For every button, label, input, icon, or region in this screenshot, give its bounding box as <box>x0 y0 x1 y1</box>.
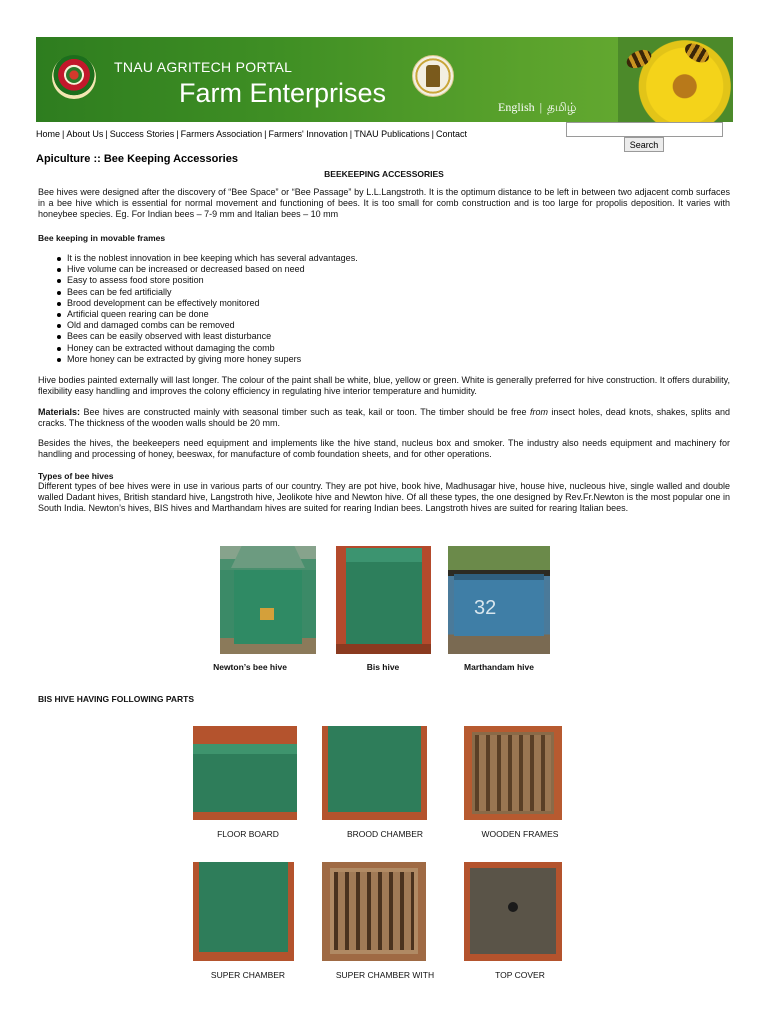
hive-body <box>234 570 302 644</box>
floor-board-image <box>193 726 297 820</box>
top-cover-caption: TOP COVER <box>495 970 545 980</box>
list-item: Honey can be extracted without damaging the comb <box>67 343 358 354</box>
list-item: Hive volume can be increased or decreased based on need <box>67 264 358 275</box>
nav-about-us[interactable]: About Us <box>66 129 104 139</box>
list-item: Old and damaged combs can be removed <box>67 320 358 331</box>
newton-hive-image <box>220 546 316 654</box>
movable-frames-heading: Bee keeping in movable frames <box>38 233 166 243</box>
benefits-list <box>67 253 358 365</box>
super-chamber-with-frames-image <box>322 862 426 961</box>
frames <box>330 868 418 954</box>
lang-tamil-link[interactable]: தமிழ் <box>547 100 577 114</box>
wooden-frames-image <box>464 726 562 820</box>
bis-parts-heading: BIS HIVE HAVING FOLLOWING PARTS <box>38 694 194 704</box>
equipment-paragraph: Besides the hives, the beekeepers need equipment and implements like the hive stand, nucleus box and smoker. The industry also needs equipment and machinery for handling and processing of honey, beeswax, for manufacture of comb foundation sheets, and for other operations. <box>38 438 730 459</box>
nav-contact[interactable]: Contact <box>435 129 467 139</box>
nav-separator: | <box>264 129 267 139</box>
super-chamber-image <box>193 862 294 961</box>
marthandam-hive-caption: Marthandam hive <box>464 662 534 672</box>
chamber <box>199 862 288 952</box>
board <box>193 744 297 812</box>
top-nav <box>36 129 467 140</box>
newton-hive-caption: Newton’s bee hive <box>213 662 287 672</box>
frames <box>472 732 554 814</box>
floor-board-caption: FLOOR BOARD <box>217 829 279 839</box>
hive-body <box>454 574 544 636</box>
nav-separator: | <box>431 129 434 139</box>
list-item: Bees can be fed artificially <box>67 287 358 298</box>
list-item: Brood development can be effectively monitored <box>67 298 358 309</box>
nav-success-stories[interactable]: Success Stories <box>109 129 175 139</box>
language-switcher <box>498 100 576 115</box>
wooden-frames-caption: WOODEN FRAMES <box>481 829 559 839</box>
section-heading: BEEKEEPING ACCESSORIES <box>324 169 444 179</box>
brood-chamber-caption: BROOD CHAMBER <box>346 829 424 839</box>
super-chamber-with-caption: SUPER CHAMBER WITH <box>335 970 435 980</box>
lang-separator: | <box>539 100 543 114</box>
bee-icon <box>682 40 713 67</box>
materials-paragraph <box>38 407 730 429</box>
hive-stand <box>336 644 431 654</box>
list-item: More honey can be extracted by giving more honey supers <box>67 354 358 365</box>
hive-body <box>346 548 422 646</box>
top-cover-image <box>464 862 562 961</box>
super-chamber-caption: SUPER CHAMBER <box>210 970 286 980</box>
bis-hive-image <box>336 546 431 654</box>
search-button[interactable]: Search <box>624 137 664 152</box>
types-paragraph: Different types of bee hives were in use in various parts of our country. They are pot hive, book hive, Madhusagar hive, house hive, nucleous hive, single walled and double walled Dadant hives, British standard hive, Langstroth hive, Jeolikote hive and Newton hive. Of all these types, the one designed by Rev.Fr.Newton is the most popular one in South India. Newton’s hives, BIS hives and Marthandam hives are suited for rearing Indian bees. Langstroth hives are suited for rearing Italian bees. <box>38 481 730 513</box>
brood-chamber-image <box>322 726 427 820</box>
materials-text-em: from <box>529 407 548 417</box>
hive-tag <box>260 608 274 620</box>
nav-separator: | <box>349 129 353 139</box>
nav-farmers-association[interactable]: Farmers Association <box>180 129 263 139</box>
types-heading: Types of bee hives <box>38 471 114 481</box>
lang-english-link[interactable]: English <box>498 100 535 114</box>
header-banner <box>36 37 733 122</box>
chamber <box>328 726 421 812</box>
search-input[interactable] <box>566 122 723 137</box>
nav-tnau-publications[interactable]: TNAU Publications <box>354 129 430 139</box>
marthandam-hive-image <box>448 546 550 654</box>
hive-roof <box>224 546 312 568</box>
site-title: Farm Enterprises <box>179 78 387 108</box>
cover-hole <box>508 902 518 912</box>
materials-text-a: Bee hives are constructed mainly with seasonal timber such as teak, kail or toon. The timber should be free <box>80 407 530 417</box>
list-item: Bees can be easily observed with least disturbance <box>67 331 358 342</box>
bee-icon <box>624 46 654 71</box>
bis-hive-caption: Bis hive <box>366 662 400 672</box>
portal-name: TNAU AGRITECH PORTAL <box>114 59 293 75</box>
list-item: It is the noblest innovation in bee keeping which has several advantages. <box>67 253 358 263</box>
sunflower-bee-image <box>618 37 733 122</box>
hive-number: 32 <box>474 597 497 619</box>
page-title: Apiculture :: Bee Keeping Accessories <box>36 153 238 165</box>
nav-home[interactable]: Home <box>36 129 61 139</box>
list-item: Easy to assess food store position <box>67 275 358 286</box>
intro-paragraph: Bee hives were designed after the discovery of “Bee Space” or “Bee Passage” by L.L.Langstroth. It is the optimum distance to be left in between two adjacent comb surfaces in a bee hive which is essential for normal movement and functioning of bees. It is too small for comb construction and is too large for propolis deposition. It varies with honeybee species. Eg. For Indian bees – 7-9 mm and Italian bees – 10 mm <box>38 187 730 219</box>
tnau-logo-icon <box>52 55 96 99</box>
tn-government-emblem-icon <box>412 55 454 97</box>
nav-separator: | <box>62 129 65 139</box>
materials-label: Materials: <box>38 407 81 417</box>
nav-farmers-innovation[interactable]: Farmers' Innovation <box>268 129 348 139</box>
materials-text-b: insect holes, dead knots, shakes, splits and cracks. The thickness of the wooden walls should be 20 mm. <box>38 407 730 428</box>
nav-separator: | <box>176 129 179 139</box>
nav-separator: | <box>105 129 108 139</box>
hive-bodies-paragraph: Hive bodies painted externally will last longer. The colour of the paint shall be white, blue, yellow or green. White is generally preferred for hive construction. It offers durability, flexibility easy handling and improves the colony efficiency in regulating hive interior temperature and humidity. <box>38 375 730 396</box>
list-item: Artificial queen rearing can be done <box>67 309 358 320</box>
